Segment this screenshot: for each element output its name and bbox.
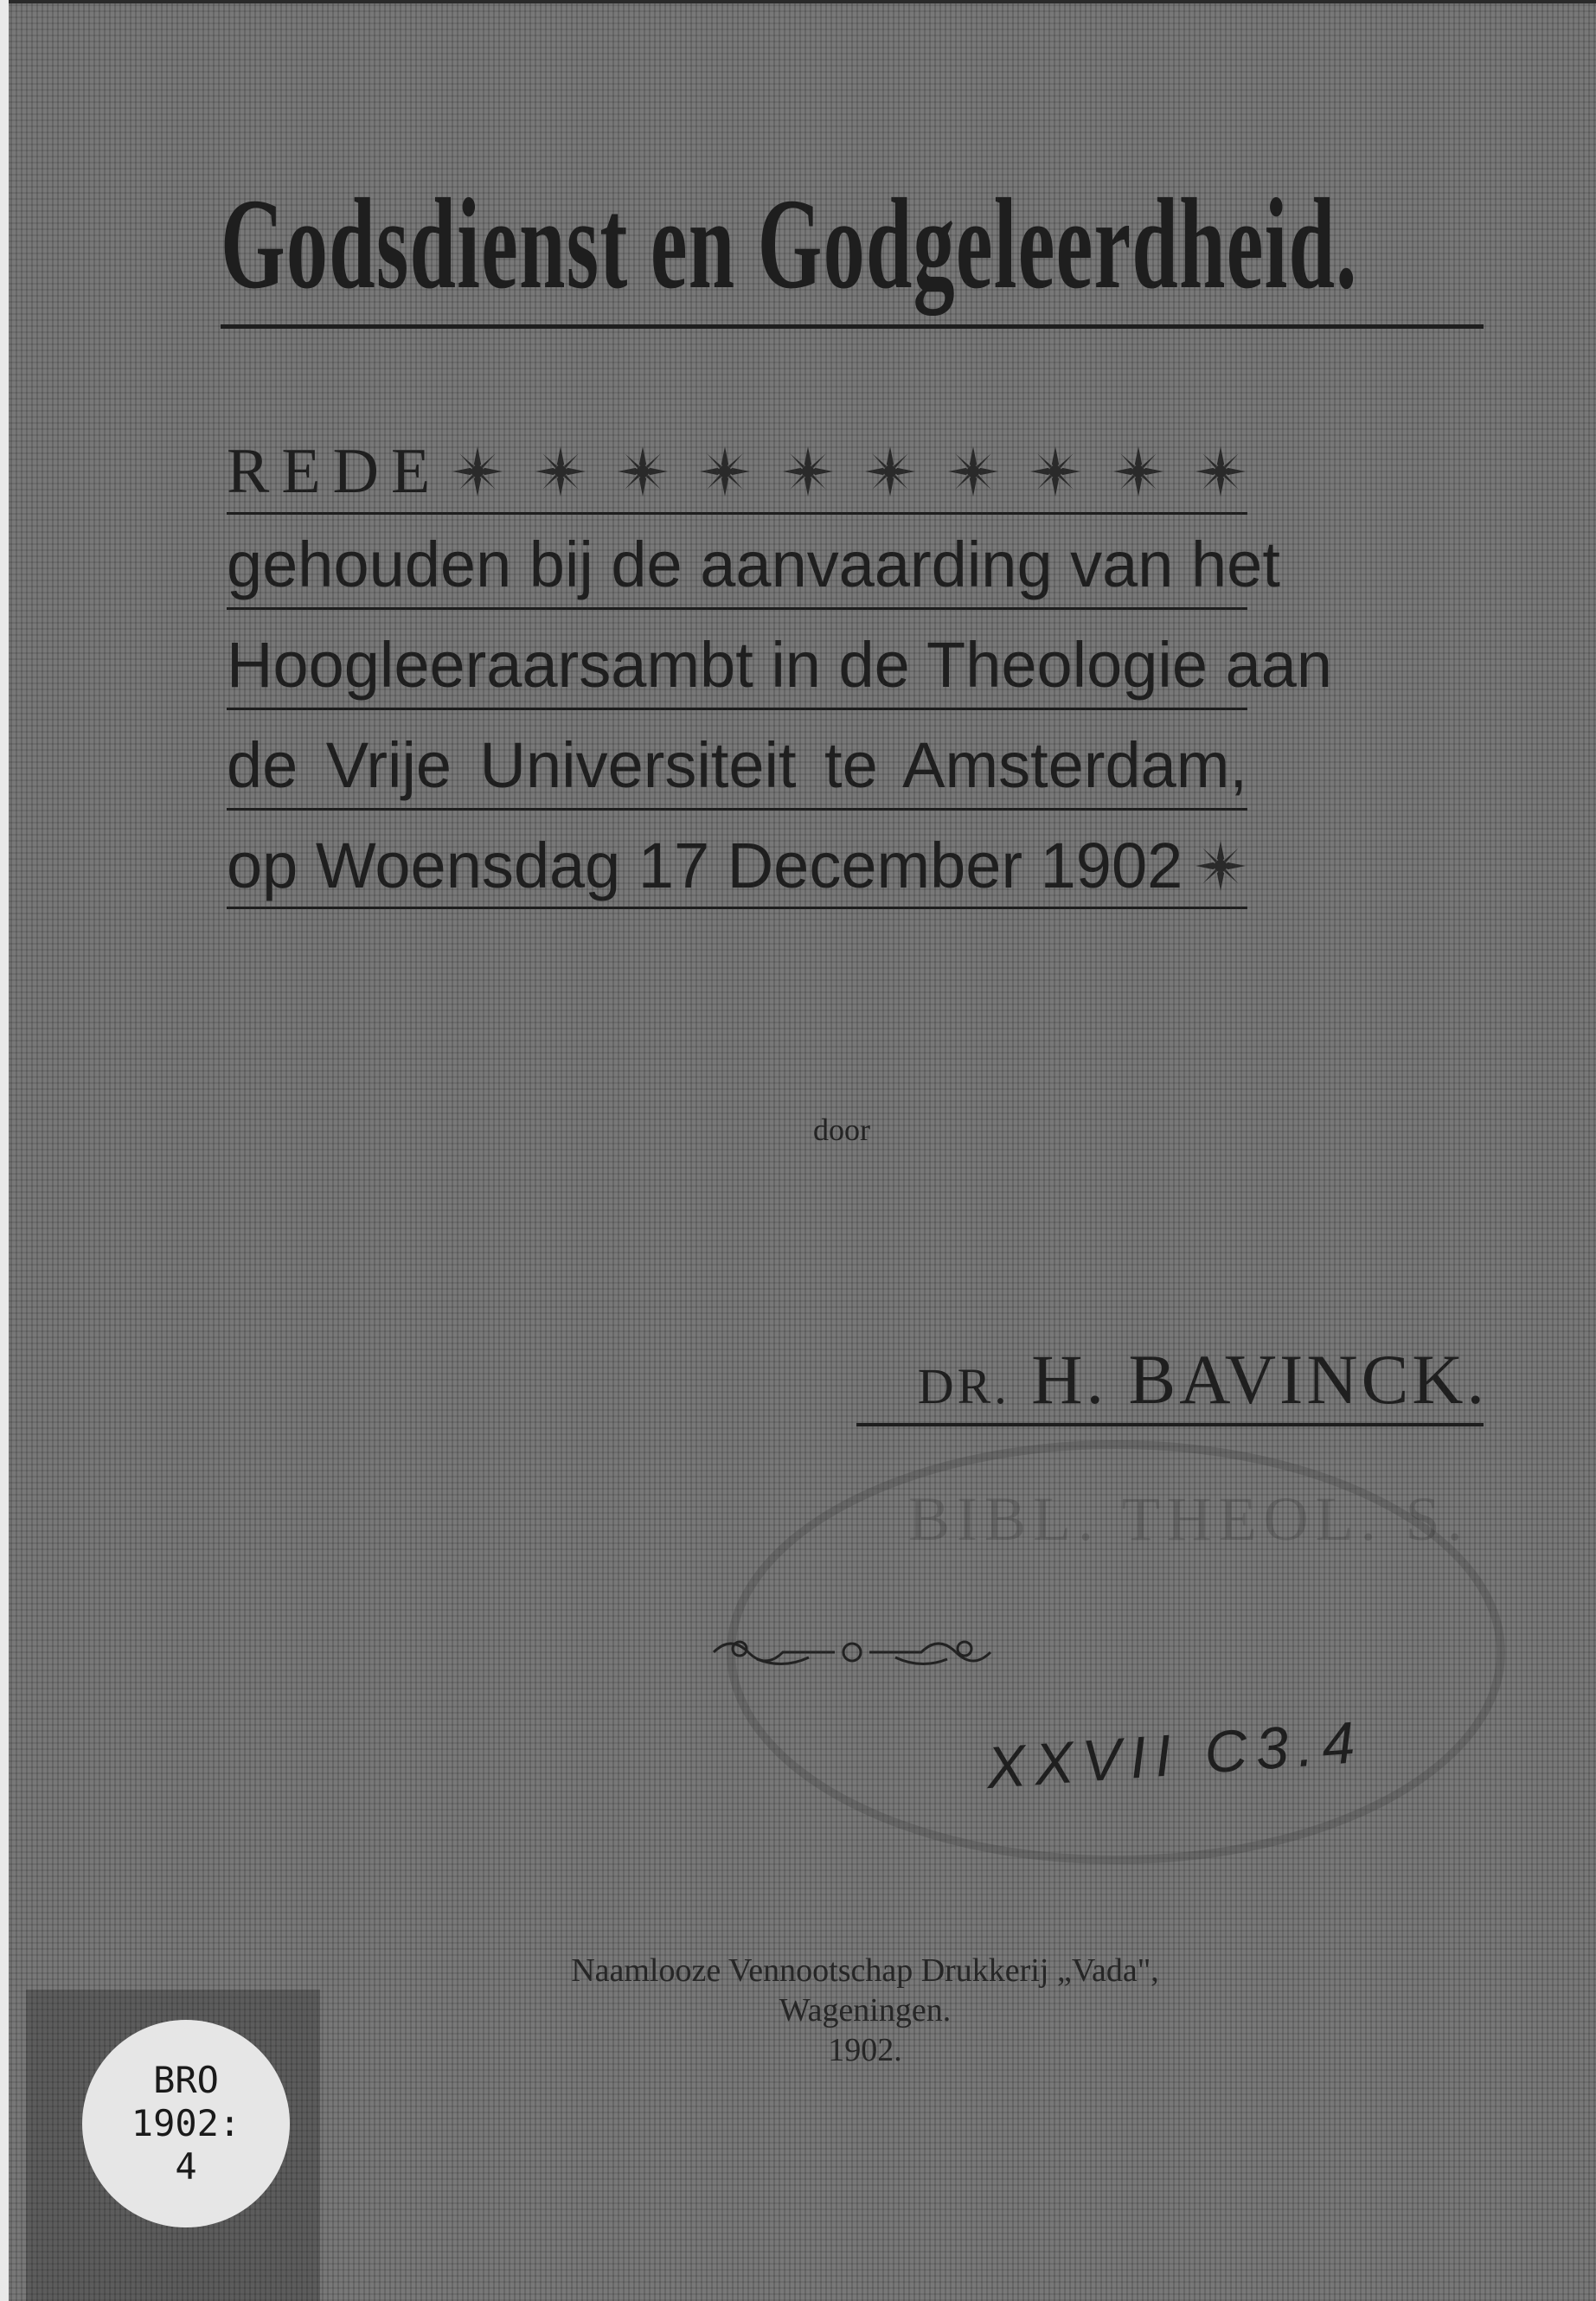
publisher-block <box>415 1951 1315 2070</box>
line-rule-1 <box>227 607 1247 610</box>
scroll-ornament-icon <box>705 1626 999 1678</box>
rede-label: REDE <box>227 436 443 507</box>
author-name: H. BAVINCK. <box>1031 1340 1488 1419</box>
publication-year: 1902. <box>828 2032 902 2068</box>
line-rule-3 <box>227 808 1247 811</box>
cover-title: Godsdienst en Godgeleerdheid. <box>221 172 1358 316</box>
stamp-text: BIBL. THEOL. S. <box>908 1484 1470 1554</box>
shelf-label <box>82 2020 290 2227</box>
asterisk-flower-icon <box>781 445 835 498</box>
asterisk-flower-icon <box>1194 839 1247 893</box>
shelf-label-line-1: BRO <box>153 2059 219 2101</box>
publisher-place: Wageningen. <box>779 1992 952 2029</box>
author <box>852 1336 1488 1430</box>
asterisk-flower-icon <box>1112 445 1165 498</box>
asterisk-flower-icon <box>616 445 670 498</box>
line-rule-4 <box>227 907 1247 909</box>
rede-line-2: Hoogleeraarsambt in de Theologie aan <box>227 629 1333 701</box>
asterisk-flower-icon <box>863 445 917 498</box>
rede-line-4: op Woensdag 17 December 1902 <box>227 830 1183 901</box>
shelf-label-line-3: 4 <box>175 2145 197 2188</box>
author-prefix: DR. <box>917 1358 1010 1414</box>
star-ornaments <box>451 445 1247 498</box>
rede-row <box>227 433 1247 510</box>
shelfmark: XXVII C3.4 <box>984 1708 1366 1802</box>
asterisk-flower-icon <box>698 445 752 498</box>
by-label: door <box>813 1112 870 1147</box>
author-rule <box>856 1423 1484 1426</box>
left-edge <box>0 0 9 2301</box>
rede-line-4-row <box>227 827 1247 905</box>
asterisk-flower-icon <box>1029 445 1082 498</box>
asterisk-flower-icon <box>946 445 1000 498</box>
shelf-label-line-2: 1902: <box>131 2102 241 2144</box>
publisher-name: Naamlooze Vennootschap Drukkerij „Vada", <box>571 1952 1159 1989</box>
asterisk-flower-icon <box>1194 445 1247 498</box>
top-edge <box>0 0 1596 3</box>
rede-rule <box>227 512 1247 515</box>
line-rule-2 <box>227 708 1247 710</box>
asterisk-flower-icon <box>534 445 587 498</box>
title-rule <box>221 324 1484 329</box>
rede-line-1: gehouden bij de aanvaarding van het <box>227 529 1280 600</box>
asterisk-flower-icon <box>451 445 504 498</box>
rede-line-3: de Vrije Universiteit te Amsterdam, <box>227 729 1247 801</box>
